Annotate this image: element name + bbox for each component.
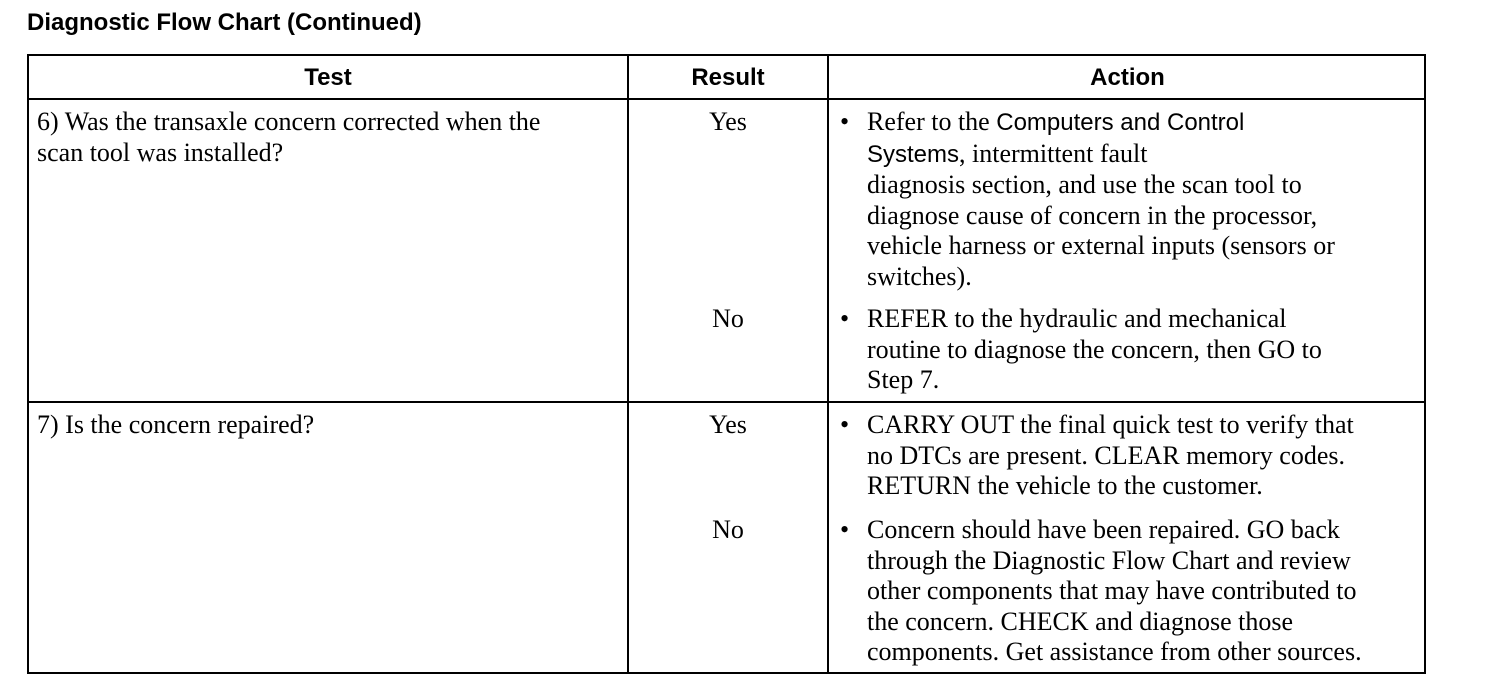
- action-text-line: no DTCs are present. CLEAR memory codes.: [867, 440, 1346, 470]
- action-cell: [840, 304, 1420, 396]
- table-row-test: [37, 107, 540, 168]
- action-text-line: REFER to the hydraulic and mechanical: [867, 304, 1287, 333]
- bullet: •: [840, 304, 850, 333]
- column-header-test: Test: [304, 64, 352, 91]
- column-header-action: Action: [1090, 64, 1165, 91]
- action-cell: [840, 515, 1420, 668]
- action-text-line: diagnose cause of concern in the processor,: [867, 200, 1318, 230]
- test-text-line: 7) Is the concern repaired?: [37, 410, 315, 439]
- action-cell: [840, 107, 1420, 292]
- action-text-line: diagnosis section, and use the scan tool to: [867, 170, 1302, 199]
- row-divider: [29, 401, 1424, 403]
- bullet: •: [840, 107, 850, 136]
- action-text-line: switches).: [867, 261, 972, 291]
- action-text-line: Concern should have been repaired. GO back: [867, 515, 1340, 544]
- action-text: Refer to the: [867, 107, 997, 136]
- result-cell: No: [712, 515, 744, 544]
- action-text-line: components. Get assistance from other sources.: [867, 637, 1362, 666]
- action-cell: [840, 410, 1420, 502]
- action-text-line: routine to diagnose the concern, then GO to: [867, 334, 1322, 364]
- action-text-line: RETURN the vehicle to the customer.: [867, 471, 1263, 500]
- result-cell: Yes: [709, 410, 747, 439]
- action-text-line: other components that may have contributed to: [867, 576, 1357, 605]
- page-title: Diagnostic Flow Chart (Continued): [27, 9, 422, 36]
- bullet: •: [840, 515, 850, 544]
- action-text-line: [867, 107, 1420, 139]
- action-text-line: through the Diagnostic Flow Chart and review: [867, 545, 1351, 575]
- result-cell: Yes: [709, 107, 747, 136]
- result-cell: No: [712, 304, 744, 333]
- test-text-line: scan tool was installed?: [37, 137, 284, 167]
- action-text-line: the concern. CHECK and diagnose those: [867, 606, 1294, 636]
- test-text-line: 6) Was the transaxle concern corrected when the: [37, 107, 541, 136]
- action-text: , intermittent fault: [959, 138, 1148, 168]
- reference-link-text: Computers and Control: [996, 109, 1245, 136]
- action-text-line: CARRY OUT the final quick test to verify that: [867, 410, 1354, 439]
- diagnostic-table: [27, 54, 1426, 674]
- action-text-line: [867, 139, 1420, 171]
- column-divider-result-action: [827, 56, 829, 672]
- action-text-line: Step 7.: [867, 365, 940, 394]
- action-text-line: vehicle harness or external inputs (sensors or: [867, 231, 1335, 260]
- column-divider-test-result: [627, 56, 629, 672]
- table-row-test: [37, 410, 314, 441]
- bullet: •: [840, 410, 850, 439]
- column-header-result: Result: [691, 64, 765, 91]
- reference-link-text: Systems: [867, 140, 960, 168]
